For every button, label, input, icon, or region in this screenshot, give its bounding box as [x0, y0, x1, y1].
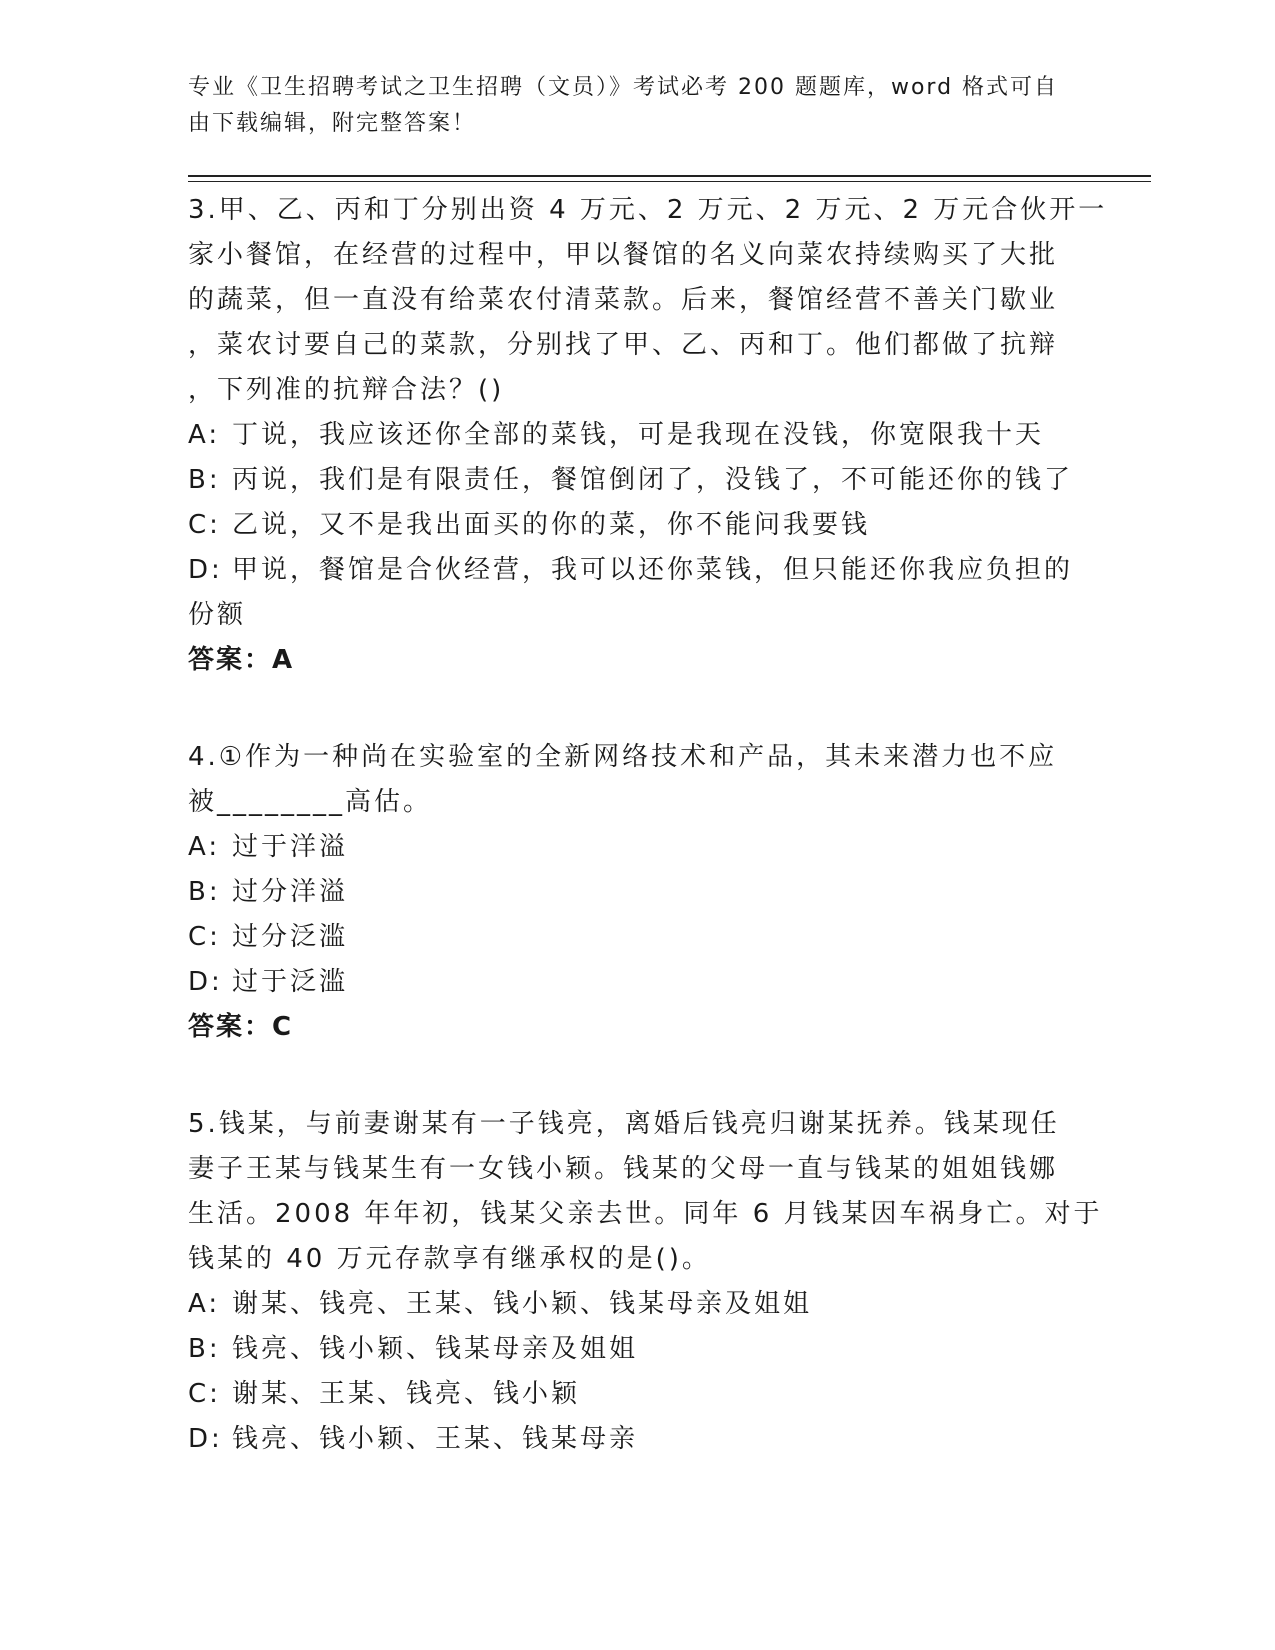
question-stem-line: 5.钱某，与前妻谢某有一子钱亮，离婚后钱亮归谢某抚养。钱某现任 [188, 1109, 1060, 1139]
question-stem-line: 生活。2008 年年初，钱某父亲去世。同年 6 月钱某因车祸身亡。对于 [188, 1199, 1103, 1229]
question-stem-line: 被________高估。 [188, 787, 433, 817]
option-text: 甲说，餐馆是合伙经营，我可以还你菜钱，但只能还你我应负担的 [232, 555, 1074, 585]
option-text: 钱亮、钱小颖、钱某母亲及姐姐 [232, 1334, 639, 1364]
option-line [188, 960, 1088, 1005]
option-line [188, 1417, 1088, 1462]
question-stem-line: ，下列准的抗辩合法？() [188, 375, 505, 405]
option-text: 谢某、钱亮、王某、钱小颖、钱某母亲及姐姐 [232, 1289, 813, 1319]
document-header [188, 70, 1068, 142]
option-line [188, 870, 1088, 915]
option-line [188, 413, 1088, 458]
option-line [188, 593, 1088, 638]
option-text: 钱亮、钱小颖、王某、钱某母亲 [232, 1424, 639, 1454]
option-line [188, 503, 1088, 548]
option-text: 过分泛滥 [232, 922, 349, 952]
option-text: 丙说，我们是有限责任，餐馆倒闭了，没钱了，不可能还你的钱了 [232, 465, 1074, 495]
question-stem-line: 钱某的 40 万元存款享有继承权的是()。 [188, 1244, 711, 1274]
header-divider-thick [188, 175, 1151, 177]
question-block [188, 735, 1088, 1050]
header-line-2: 由下载编辑，附完整答案！ [188, 111, 477, 136]
option-line [188, 458, 1088, 503]
option-line [188, 1372, 1088, 1417]
question-stem-line: 妻子王某与钱某生有一女钱小颖。钱某的父母一直与钱某的姐姐钱娜 [188, 1154, 1059, 1184]
option-letter: C: [188, 922, 221, 952]
answer-line: 答案：C [188, 1012, 294, 1042]
question-stem-line: 4.①作为一种尚在实验室的全新网络技术和产品，其未来潜力也不应 [188, 742, 1058, 772]
option-letter: A: [188, 1289, 221, 1319]
option-letter: A: [188, 420, 221, 450]
question-list [188, 188, 1108, 1514]
option-text: 丁说，我应该还你全部的菜钱，可是我现在没钱，你宽限我十天 [232, 420, 1045, 450]
option-letter: B: [188, 465, 221, 495]
option-letter: B: [188, 877, 221, 907]
option-line [188, 1327, 1088, 1372]
option-line [188, 548, 1088, 593]
option-letter: C: [188, 1379, 221, 1409]
question-stem-line: 家小餐馆，在经营的过程中，甲以餐馆的名义向菜农持续购买了大批 [188, 240, 1059, 270]
option-letter: C: [188, 510, 221, 540]
option-letter: A: [188, 832, 221, 862]
option-text: 过分洋溢 [232, 877, 349, 907]
question-stem-line: 3.甲、乙、丙和丁分别出资 4 万元、2 万元、2 万元、2 万元合伙开一 [188, 195, 1108, 225]
option-text: 乙说，又不是我出面买的你的菜，你不能问我要钱 [232, 510, 871, 540]
question-block [188, 188, 1108, 683]
option-text: 过于洋溢 [232, 832, 349, 862]
option-letter: D: [188, 555, 223, 585]
option-letter: D: [188, 967, 223, 997]
option-line [188, 915, 1088, 960]
option-letter: B: [188, 1334, 221, 1364]
option-text: 过于泛滥 [232, 967, 349, 997]
option-line [188, 825, 1088, 870]
question-stem-line: ，菜农讨要自己的菜款，分别找了甲、乙、丙和丁。他们都做了抗辩 [188, 330, 1059, 360]
question-stem-line: 的蔬菜，但一直没有给菜农付清菜款。后来，餐馆经营不善关门歇业 [188, 285, 1059, 315]
option-text: 谢某、王某、钱亮、钱小颖 [232, 1379, 581, 1409]
option-line [188, 1282, 1088, 1327]
header-line-1: 专业《卫生招聘考试之卫生招聘（文员）》考试必考 200 题题库，word 格式可自 [188, 75, 1059, 100]
option-letter: D: [188, 1424, 223, 1454]
option-text: 份额 [188, 600, 247, 630]
header-divider-thin [188, 181, 1151, 182]
answer-line: 答案：A [188, 645, 295, 675]
question-block [188, 1102, 1103, 1462]
